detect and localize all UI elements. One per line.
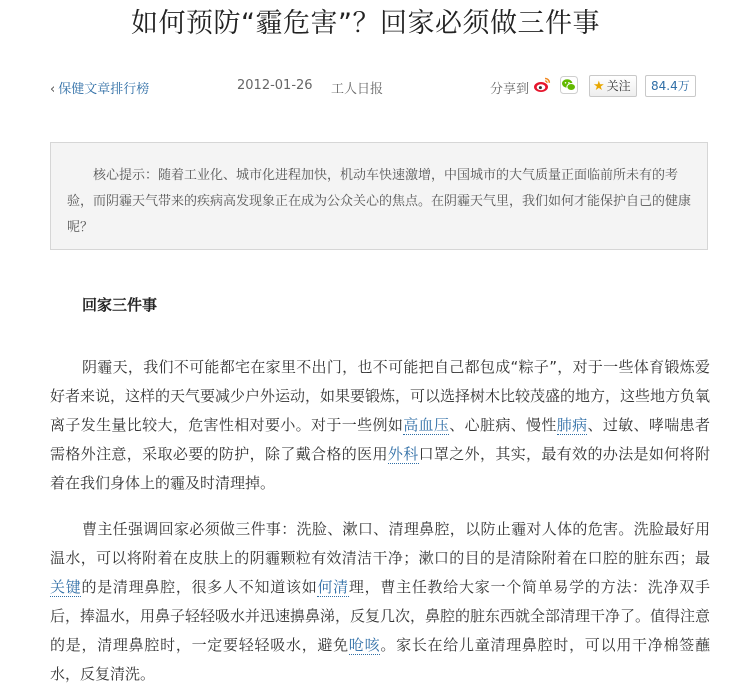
publish-date: 2012-01-26 xyxy=(237,78,313,93)
paragraph-text: 口罩之外，其实，最有效的办法是如何将附着在我们身体上的霾及时清理掉。 xyxy=(50,445,710,492)
paragraph-text: 。家长在给儿童清理鼻腔时，可以用干净棉签蘸水，反复清洗。 xyxy=(50,636,710,683)
weibo-icon[interactable] xyxy=(533,76,551,94)
keyword-link-hypertension[interactable]: 高血压 xyxy=(403,416,450,434)
keyword-link-joint[interactable]: 关键 xyxy=(50,578,82,596)
follower-count-badge: 84.4万 xyxy=(645,75,696,97)
article-meta xyxy=(0,70,731,106)
paragraph-1 xyxy=(50,353,710,498)
follow-button[interactable] xyxy=(589,75,637,97)
wechat-icon[interactable] xyxy=(560,76,578,94)
summary-box: 核心提示：随着工业化、城市化进程加快，机动车快速激增，中国城市的大气质量正面临前所未有的考验，而阴霾天气带来的疾病高发现象正在成为公众关心的焦点。在阴霾天气里，我们如何才能保护自己的健康呢？ xyxy=(50,142,708,250)
paragraph-text: 、过敏、哮喘患者需格外注意，采取必要的防护，除了戴合格的医用 xyxy=(50,416,710,463)
paragraph-2 xyxy=(50,515,710,689)
keyword-link-lung-disease[interactable]: 肺病 xyxy=(556,416,588,434)
paragraph-text: 理，曹主任教给大家一个简单易学的方法：洗净双手后，捧温水，用鼻子轻轻吸水并迅速擤鼻涕，反复几次，鼻腔的脏东西就全部清理干净了。值得注意的是，清理鼻腔时，一定要轻轻吸水，避免 xyxy=(50,578,711,654)
follow-label: 关注 xyxy=(606,79,631,93)
article-title: 如何预防“霾危害”？回家必须做三件事 xyxy=(131,8,600,39)
keyword-link-cough[interactable]: 呛咳 xyxy=(348,636,381,654)
star-icon: ★ xyxy=(593,79,605,94)
section-heading: 回家三件事 xyxy=(82,296,158,314)
chevron-left-icon: ‹ xyxy=(50,82,56,97)
paragraph-text: 的是清理鼻腔，很多人不知道该如 xyxy=(81,578,318,596)
keyword-link-surgery[interactable]: 外科 xyxy=(387,445,419,463)
paragraph-text: 曹主任强调回家必须做三件事：洗脸、漱口、清理鼻腔，以防止霾对人体的危害。洗脸最好用温水，可以将附着在皮肤上的阴霾颗粒有效清洁干净；漱口的目的是清除附着在口腔的脏东西；最 xyxy=(50,520,710,567)
paragraph-text: 、心脏病、慢性 xyxy=(449,416,557,434)
article-body xyxy=(50,290,710,689)
back-to-ranking-link[interactable] xyxy=(50,78,149,97)
share-label: 分享到 xyxy=(490,82,530,97)
back-link-label: 保健文章排行榜 xyxy=(58,82,150,97)
paragraph-text: 阴霾天，我们不可能都宅在家里不出门，也不可能把自己都包成“粽子”，对于一些体育锻炼爱好者来说，这样的天气要减少户外运动，如果要锻炼，可以选择树木比较茂盛的地方，这些地方负氧离子发生量比较大，危害性相对要小。对于一些例如 xyxy=(50,358,711,434)
keyword-link-heqing[interactable]: 何清 xyxy=(317,578,349,596)
article-source: 工人日报 xyxy=(331,82,384,97)
